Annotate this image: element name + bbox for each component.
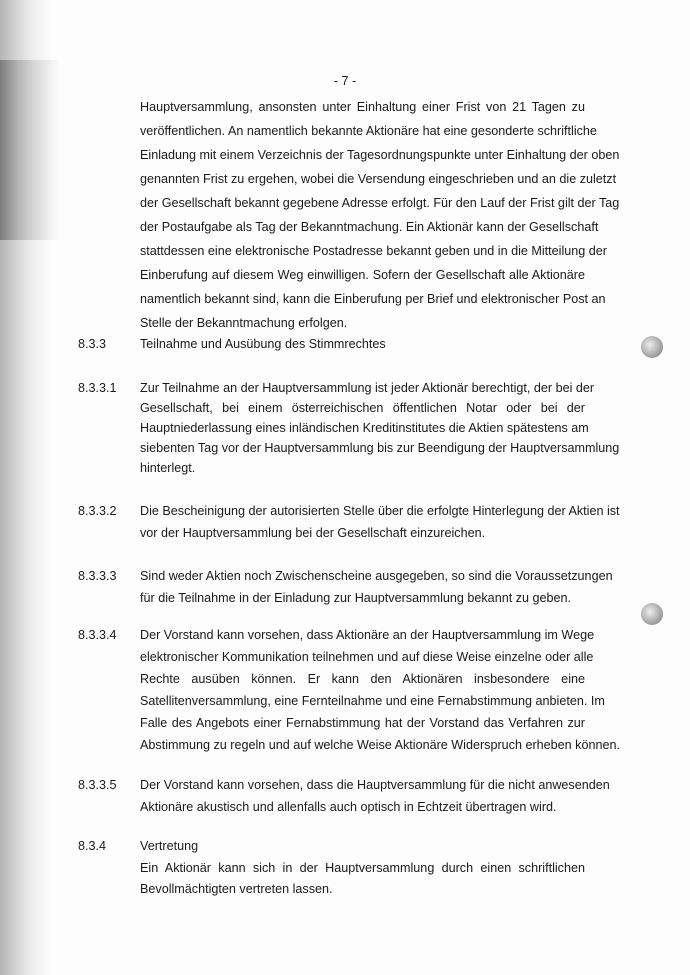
text-line: Gesellschaft, bei einem österreichischen öffentlichen Notar oder bei der <box>140 401 585 415</box>
text-line: Sind weder Aktien noch Zwischenscheine ausgegeben, so sind die Voraussetzungen <box>140 569 613 583</box>
text-line: hinterlegt. <box>140 461 196 475</box>
text-line: Die Bescheinigung der autorisierten Stelle über die erfolgte Hinterlegung der Aktien ist <box>140 504 620 518</box>
text-line: namentlich bekannt sind, kann die Einberufung per Brief und elektronischer Post an <box>140 292 606 306</box>
text-line: Einladung mit einem Verzeichnis der Tagesordnungspunkte unter Einhaltung der oben <box>140 148 620 162</box>
section-number: 8.3.3.1 <box>78 381 117 395</box>
page-number: - 7 - <box>333 74 357 88</box>
section-text <box>140 776 610 820</box>
text-line: Hauptniederlassung eines inländischen Kreditinstitutes die Aktien spätestens am <box>140 421 589 435</box>
section-text <box>140 379 620 479</box>
text-line: veröffentlichen. An namentlich bekannte Aktionäre hat eine gesonderte schriftliche <box>140 124 597 138</box>
text-line: vor der Hauptversammlung bei der Gesellschaft einzureichen. <box>140 525 486 540</box>
text-line: siebenten Tag vor der Hauptversammlung bis zur Beendigung der Hauptversammlung <box>140 441 620 455</box>
text-line: Teilnahme und Ausübung des Stimmrechtes <box>140 337 386 351</box>
section-text <box>140 502 620 545</box>
text-line: Einberufung auf diesem Weg einwilligen. Sofern der Gesellschaft alle Aktionäre <box>140 268 585 282</box>
text-line: genannten Frist zu ergehen, wobei die Versendung eingeschrieben und an die zuletzt <box>140 172 617 186</box>
text-line: Der Vorstand kann vorsehen, dass die Hauptversammlung für die nicht anwesenden <box>140 778 610 792</box>
text-line: Falle des Angebots einer Fernabstimmung hat der Vorstand das Verfahren zur <box>140 716 585 730</box>
text-line: elektronischer Kommunikation teilnehmen und auf diese Weise einzelne oder alle <box>140 650 594 664</box>
text-line: Hauptversammlung, ansonsten unter Einhaltung einer Frist von 21 Tagen zu <box>140 100 585 114</box>
text-line: Stelle der Bekanntmachung erfolgen. <box>140 316 348 330</box>
text-line: Aktionäre akustisch und allenfalls auch optisch in Echtzeit übertragen wird. <box>140 800 557 814</box>
section-text <box>140 335 585 359</box>
section-number: 8.3.3.4 <box>78 628 117 642</box>
text-line: der Postaufgabe als Tag der Bekanntmachung. Ein Aktionär kann der Gesellschaft <box>140 220 599 234</box>
text-line: Rechte ausüben können. Er kann den Aktionären insbesondere eine <box>140 672 585 686</box>
punch-hole <box>641 336 663 358</box>
text-line: stattdessen eine elektronische Postadresse bekannt geben und in die Mitteilung der <box>140 244 607 258</box>
text-line: Ein Aktionär kann sich in der Hauptversammlung durch einen schriftlichen <box>140 860 585 875</box>
text-line: Zur Teilnahme an der Hauptversammlung ist jeder Aktionär berechtigt, der bei der <box>140 381 595 395</box>
section-text <box>140 567 613 610</box>
section-text <box>140 837 585 902</box>
text-line: Abstimmung zu regeln und auf welche Weise Aktionäre Widerspruch erheben können. <box>140 738 621 752</box>
section-number: 8.3.3 <box>78 337 107 351</box>
text-line: Satellitenversammlung, eine Fernteilnahme und eine Fernabstimmung anbieten. Im <box>140 694 605 708</box>
section-number: 8.3.4 <box>78 839 107 853</box>
text-line: für die Teilnahme in der Einladung zur Hauptversammlung bekannt zu geben. <box>140 590 572 605</box>
text-line: Bevollmächtigten vertreten lassen. <box>140 882 333 896</box>
punch-hole <box>641 603 663 625</box>
text-line: der Gesellschaft bekannt gegebene Adresse erfolgt. Für den Lauf der Frist gilt der Tag <box>140 196 620 210</box>
section-number: 8.3.3.2 <box>78 504 117 518</box>
text-line: Vertretung <box>140 839 199 853</box>
intro-paragraph <box>140 98 620 338</box>
text-line: Der Vorstand kann vorsehen, dass Aktionäre an der Hauptversammlung im Wege <box>140 628 595 642</box>
section-number: 8.3.3.5 <box>78 778 117 792</box>
section-number: 8.3.3.3 <box>78 569 117 583</box>
section-text <box>140 626 621 758</box>
